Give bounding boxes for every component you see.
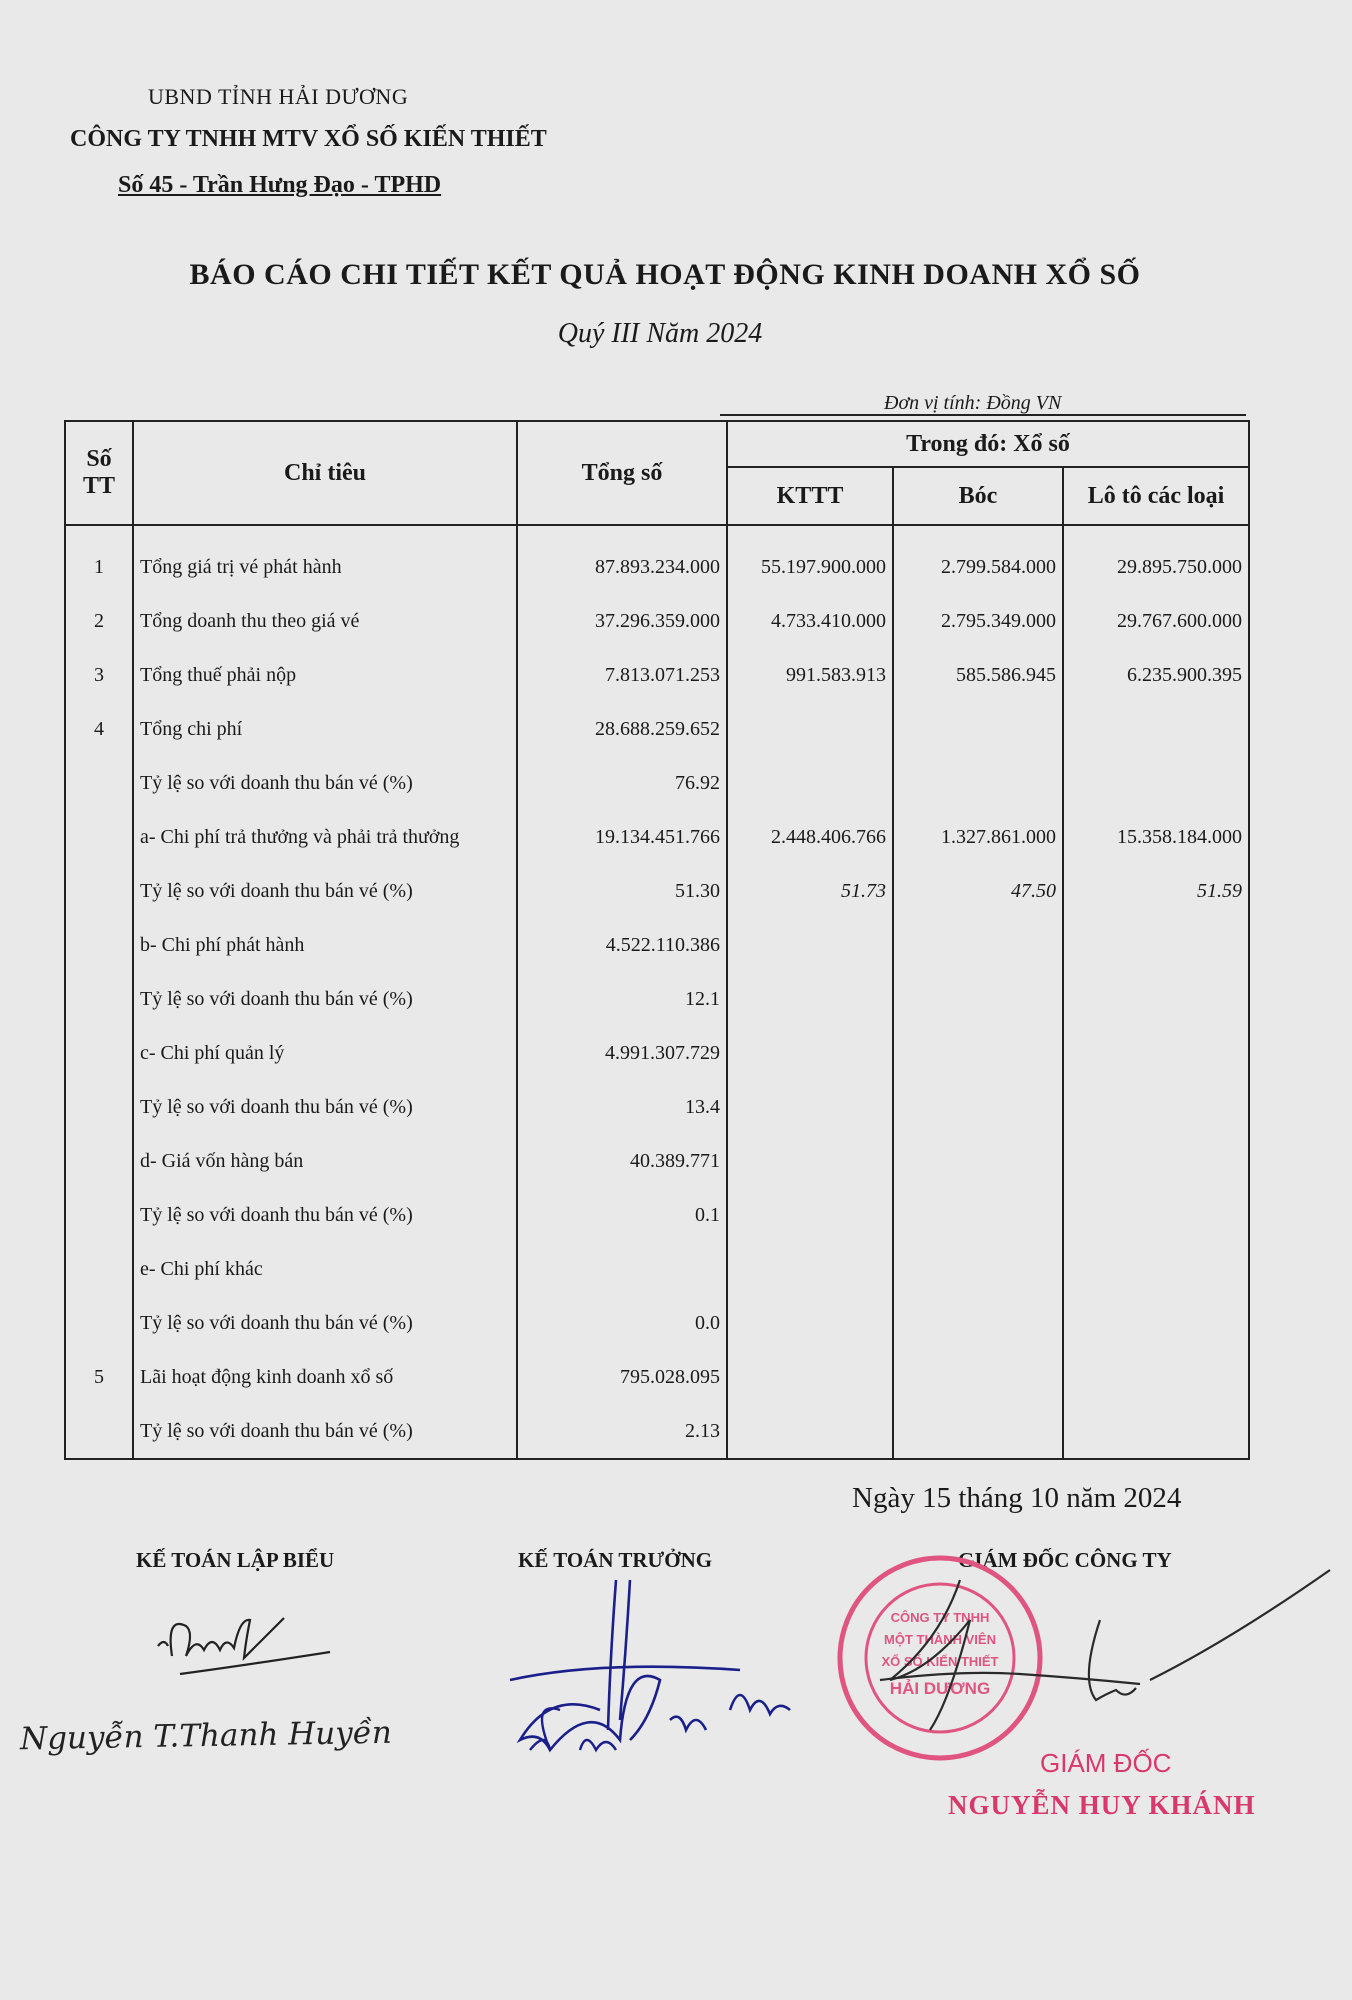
row-kttt — [727, 1026, 893, 1080]
row-label: Tổng giá trị vé phát hành — [133, 525, 517, 594]
currency-unit: Đơn vị tính: Đồng VN — [884, 392, 1062, 414]
row-loto — [1063, 1134, 1249, 1188]
row-stt — [65, 810, 133, 864]
row-label: Lãi hoạt động kinh doanh xổ số — [133, 1350, 517, 1404]
table-row — [65, 1026, 1249, 1080]
row-total: 19.134.451.766 — [517, 810, 727, 864]
row-boc — [893, 1242, 1063, 1296]
row-stt — [65, 864, 133, 918]
director-label: GIÁM ĐỐC — [1040, 1748, 1172, 1778]
row-kttt — [727, 1134, 893, 1188]
row-total: 0.0 — [517, 1296, 727, 1350]
row-total: 0.1 — [517, 1188, 727, 1242]
table-body — [65, 525, 1249, 1459]
row-boc — [893, 918, 1063, 972]
row-stt — [65, 1080, 133, 1134]
svg-text:CÔNG TY TNHH: CÔNG TY TNHH — [890, 1610, 990, 1625]
row-boc — [893, 1080, 1063, 1134]
report-table — [64, 420, 1250, 1460]
row-stt — [65, 972, 133, 1026]
row-total: 51.30 — [517, 864, 727, 918]
header-loto: Lô tô các loại — [1063, 467, 1249, 525]
table-row — [65, 972, 1249, 1026]
svg-text:HẢI DƯƠNG: HẢI DƯƠNG — [889, 1679, 991, 1698]
row-loto — [1063, 756, 1249, 810]
row-label: Tỷ lệ so với doanh thu bán vé (%) — [133, 1296, 517, 1350]
row-loto — [1063, 1296, 1249, 1350]
row-loto — [1063, 702, 1249, 756]
director-title: GIÁM ĐỐC CÔNG TY — [958, 1548, 1172, 1572]
row-label: c- Chi phí quản lý — [133, 1026, 517, 1080]
row-kttt: 2.448.406.766 — [727, 810, 893, 864]
row-kttt — [727, 1080, 893, 1134]
header-stt: Số TT — [65, 421, 133, 525]
table-row — [65, 918, 1249, 972]
row-label: Tỷ lệ so với doanh thu bán vé (%) — [133, 756, 517, 810]
preparer-signature — [140, 1586, 340, 1696]
table-row — [65, 1242, 1249, 1296]
preparer-name: Nguyễn T.Thanh Huyền — [19, 1714, 393, 1758]
row-label: Tỷ lệ so với doanh thu bán vé (%) — [133, 864, 517, 918]
row-kttt — [727, 756, 893, 810]
row-stt: 5 — [65, 1350, 133, 1404]
row-loto: 6.235.900.395 — [1063, 648, 1249, 702]
row-total: 795.028.095 — [517, 1350, 727, 1404]
row-boc — [893, 756, 1063, 810]
row-label: e- Chi phí khác — [133, 1242, 517, 1296]
row-kttt: 4.733.410.000 — [727, 594, 893, 648]
row-stt: 1 — [65, 525, 133, 594]
row-label: Tỷ lệ so với doanh thu bán vé (%) — [133, 972, 517, 1026]
table-row — [65, 1080, 1249, 1134]
row-label: Tỷ lệ so với doanh thu bán vé (%) — [133, 1080, 517, 1134]
row-total: 28.688.259.652 — [517, 702, 727, 756]
director-signature — [820, 1560, 1340, 1760]
row-loto: 51.59 — [1063, 864, 1249, 918]
row-boc — [893, 972, 1063, 1026]
row-stt — [65, 918, 133, 972]
row-total: 87.893.234.000 — [517, 525, 727, 594]
unit-underline — [720, 414, 1246, 416]
table-row — [65, 810, 1249, 864]
report-period: Quý III Năm 2024 — [557, 318, 763, 349]
row-label: Tổng thuế phải nộp — [133, 648, 517, 702]
row-boc: 47.50 — [893, 864, 1063, 918]
row-stt — [65, 1404, 133, 1459]
company-name: CÔNG TY TNHH MTV XỔ SỐ KIẾN THIẾT — [70, 126, 547, 152]
row-total: 4.522.110.386 — [517, 918, 727, 972]
row-kttt — [727, 1350, 893, 1404]
row-loto: 29.767.600.000 — [1063, 594, 1249, 648]
row-stt: 3 — [65, 648, 133, 702]
row-label: Tổng doanh thu theo giá vé — [133, 594, 517, 648]
header-kttt: KTTT — [727, 467, 893, 525]
report-date: Ngày 15 tháng 10 năm 2024 — [852, 1482, 1182, 1514]
row-total: 76.92 — [517, 756, 727, 810]
header-tong-so: Tổng số — [517, 421, 727, 525]
header-chi-tieu: Chỉ tiêu — [133, 421, 517, 525]
header-boc: Bóc — [893, 467, 1063, 525]
table-row — [65, 1188, 1249, 1242]
row-total: 12.1 — [517, 972, 727, 1026]
row-stt — [65, 1026, 133, 1080]
row-loto: 29.895.750.000 — [1063, 525, 1249, 594]
row-loto — [1063, 972, 1249, 1026]
company-address: Số 45 - Trần Hưng Đạo - TPHD — [118, 172, 442, 198]
table-row — [65, 702, 1249, 756]
row-stt: 4 — [65, 702, 133, 756]
row-boc — [893, 1188, 1063, 1242]
row-label: a- Chi phí trả thưởng và phải trả thưởng — [133, 810, 517, 864]
row-total: 2.13 — [517, 1404, 727, 1459]
row-boc: 585.586.945 — [893, 648, 1063, 702]
row-loto — [1063, 1350, 1249, 1404]
row-loto — [1063, 1080, 1249, 1134]
row-total: 40.389.771 — [517, 1134, 727, 1188]
row-total — [517, 1242, 727, 1296]
table-row — [65, 525, 1249, 594]
row-kttt: 51.73 — [727, 864, 893, 918]
row-kttt — [727, 972, 893, 1026]
row-total: 37.296.359.000 — [517, 594, 727, 648]
row-kttt: 991.583.913 — [727, 648, 893, 702]
row-kttt — [727, 1404, 893, 1459]
row-stt: 2 — [65, 594, 133, 648]
row-stt — [65, 1296, 133, 1350]
row-boc — [893, 1026, 1063, 1080]
table-row — [65, 756, 1249, 810]
row-label: Tỷ lệ so với doanh thu bán vé (%) — [133, 1188, 517, 1242]
row-kttt — [727, 1242, 893, 1296]
table-row — [65, 1134, 1249, 1188]
chief-accountant-title: KẾ TOÁN TRƯỞNG — [518, 1548, 713, 1572]
table-row — [65, 594, 1249, 648]
row-total: 4.991.307.729 — [517, 1026, 727, 1080]
table-row — [65, 864, 1249, 918]
row-kttt: 55.197.900.000 — [727, 525, 893, 594]
row-label: d- Giá vốn hàng bán — [133, 1134, 517, 1188]
table-row — [65, 1404, 1249, 1459]
row-boc — [893, 1350, 1063, 1404]
row-boc: 2.799.584.000 — [893, 525, 1063, 594]
row-total: 7.813.071.253 — [517, 648, 727, 702]
report-title: BÁO CÁO CHI TIẾT KẾT QUẢ HOẠT ĐỘNG KINH DOANH XỔ SỐ — [189, 258, 1141, 291]
row-loto — [1063, 1404, 1249, 1459]
table-row — [65, 648, 1249, 702]
row-kttt — [727, 918, 893, 972]
row-boc — [893, 1296, 1063, 1350]
row-stt — [65, 756, 133, 810]
row-kttt — [727, 1188, 893, 1242]
table-row — [65, 1350, 1249, 1404]
row-loto — [1063, 1242, 1249, 1296]
row-loto: 15.358.184.000 — [1063, 810, 1249, 864]
table-row — [65, 1296, 1249, 1350]
row-loto — [1063, 1026, 1249, 1080]
row-kttt — [727, 702, 893, 756]
row-stt — [65, 1188, 133, 1242]
row-stt — [65, 1242, 133, 1296]
row-boc: 1.327.861.000 — [893, 810, 1063, 864]
row-label: Tỷ lệ so với doanh thu bán vé (%) — [133, 1404, 517, 1459]
row-loto — [1063, 1188, 1249, 1242]
row-kttt — [727, 1296, 893, 1350]
row-boc: 2.795.349.000 — [893, 594, 1063, 648]
chief-accountant-signature — [500, 1560, 820, 1770]
row-boc — [893, 702, 1063, 756]
preparer-title: KẾ TOÁN LẬP BIỂU — [136, 1548, 335, 1572]
row-boc — [893, 1134, 1063, 1188]
row-loto — [1063, 918, 1249, 972]
header-group: Trong đó: Xổ số — [727, 421, 1249, 467]
director-name: NGUYỄN HUY KHÁNH — [948, 1790, 1256, 1820]
row-stt — [65, 1134, 133, 1188]
svg-text:MỘT THÀNH VIÊN: MỘT THÀNH VIÊN — [884, 1632, 996, 1647]
authority-name: UBND TỈNH HẢI DƯƠNG — [148, 84, 409, 109]
row-label: b- Chi phí phát hành — [133, 918, 517, 972]
svg-text:XỔ SỐ KIẾN THIẾT: XỔ SỐ KIẾN THIẾT — [881, 1654, 999, 1669]
row-label: Tổng chi phí — [133, 702, 517, 756]
row-total: 13.4 — [517, 1080, 727, 1134]
row-boc — [893, 1404, 1063, 1459]
